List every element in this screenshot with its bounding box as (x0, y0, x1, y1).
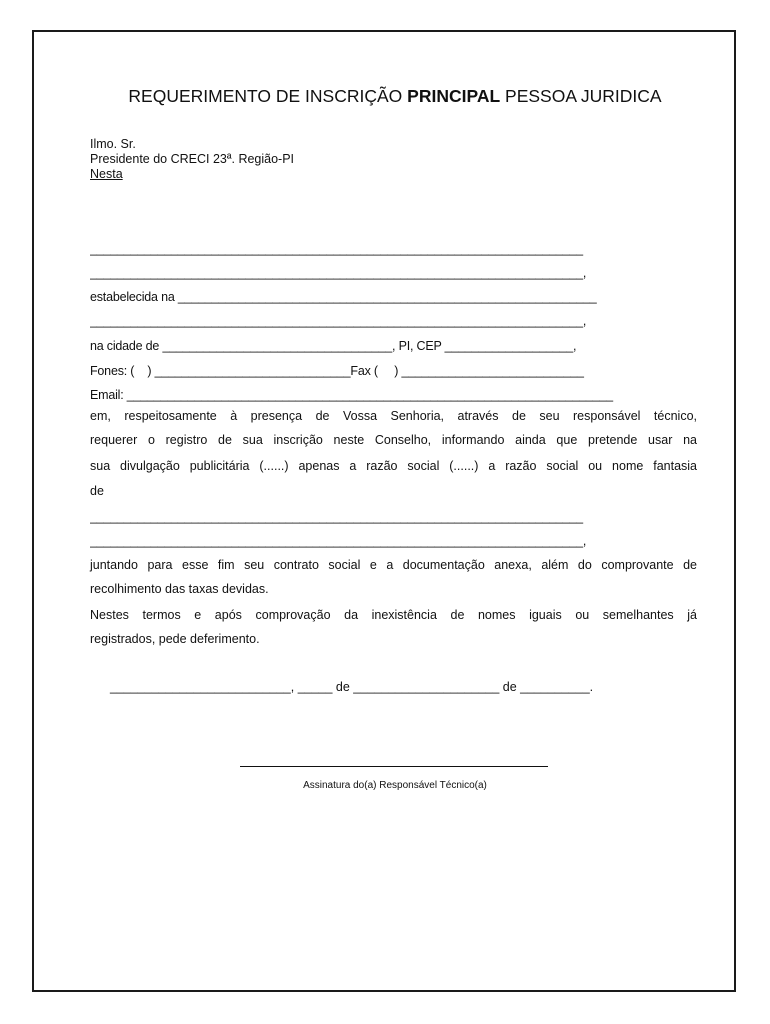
addressee-nesta: Nesta (90, 167, 123, 181)
document-title (0, 86, 770, 107)
request-paragraph-line-2: registrados, pede deferimento. (90, 632, 260, 646)
signature-line[interactable] (240, 766, 548, 767)
address-line-1[interactable]: estabelecida na ______________________________________________________________ (90, 290, 597, 304)
closing-paragraph-line-1: juntando para esse fim seu contrato social e a documentação anexa, além do comprovante de (90, 558, 697, 572)
request-paragraph-line-1: Nestes termos e após comprovação da inexistência de nomes iguais ou semelhantes já (90, 608, 697, 622)
fantasy-name-line-1[interactable]: _________________________________________________________________________ (90, 510, 583, 524)
company-name-line-1[interactable]: _________________________________________________________________________ (90, 242, 583, 256)
signature-caption: Assinatura do(a) Responsável Técnico(a) (303, 780, 487, 791)
body-paragraph-line-4: de (90, 484, 104, 498)
email-line[interactable]: Email: ________________________________________________________________________ (90, 388, 613, 402)
body-paragraph-line-2: requerer o registro de sua inscrição neste Conselho, informando ainda que pretende usar na (90, 433, 697, 447)
title-bold-text: PRINCIPAL (407, 86, 501, 106)
city-cep-line[interactable]: na cidade de __________________________________, PI, CEP ___________________, (90, 339, 577, 353)
body-paragraph-line-1: em, respeitosamente à presença de Vossa Senhoria, através de seu responsável técnico, (90, 409, 697, 423)
title-text-1: REQUERIMENTO DE INSCRIÇÃO (128, 86, 408, 106)
body-paragraph-line-3: sua divulgação publicitária (......) apenas a razão social (......) a razão social ou nome fantasia (90, 459, 697, 473)
closing-paragraph-line-2: recolhimento das taxas devidas. (90, 582, 269, 596)
company-name-line-2[interactable]: _________________________________________________________________________, (90, 266, 587, 280)
addressee-salutation: Ilmo. Sr. (90, 137, 136, 151)
phone-fax-line[interactable]: Fones: ( ) _____________________________Fax ( ) ___________________________ (90, 364, 584, 378)
title-text-2: PESSOA JURIDICA (500, 86, 662, 106)
fantasy-name-line-2[interactable]: _________________________________________________________________________, (90, 534, 587, 548)
addressee-name: Presidente do CRECI 23ª. Região-PI (90, 152, 295, 166)
address-line-2[interactable]: _________________________________________________________________________, (90, 314, 587, 328)
place-date-line[interactable]: __________________________, _____ de _____________________ de __________. (110, 680, 594, 694)
